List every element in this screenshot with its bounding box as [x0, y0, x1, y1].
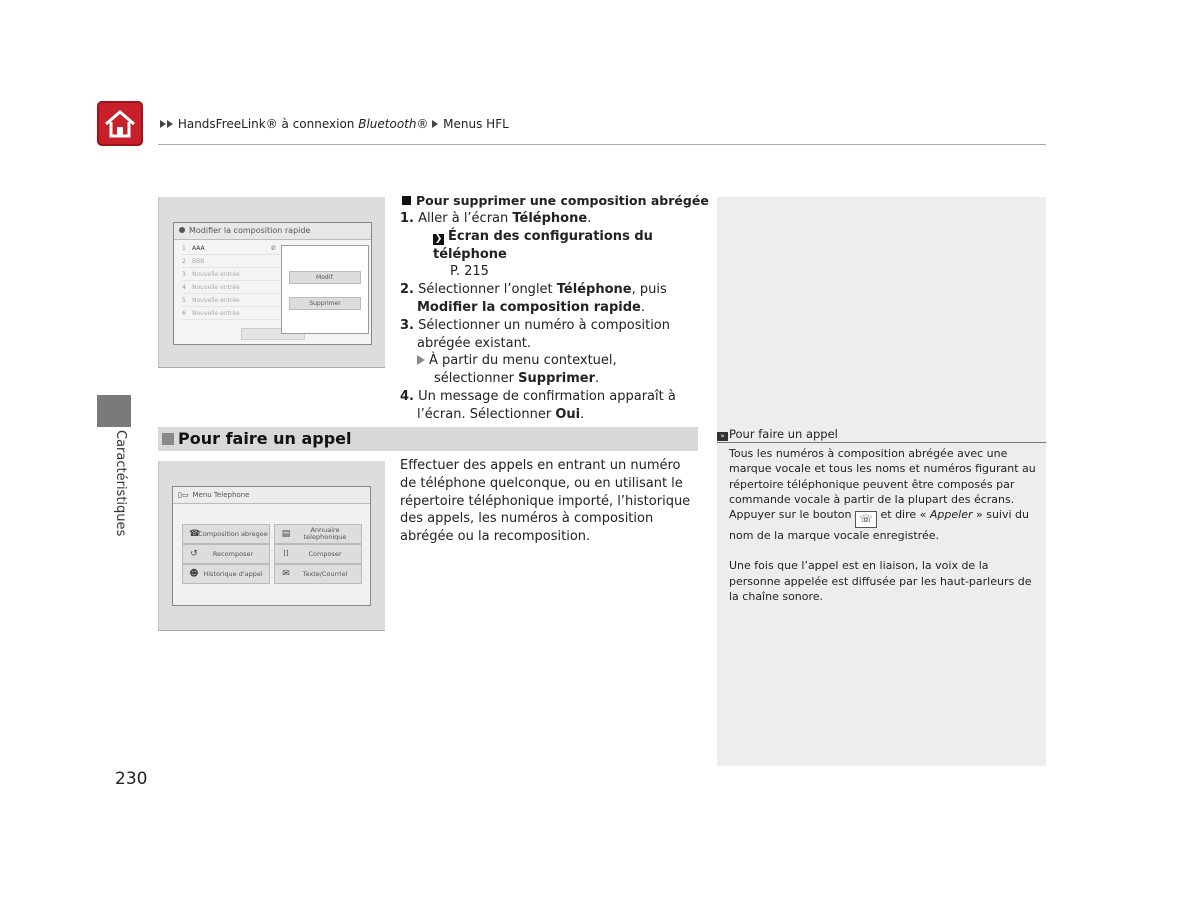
step-text: Aller à l’écran: [418, 211, 513, 226]
text-email-button[interactable]: [274, 564, 362, 584]
sub-step: [400, 352, 700, 388]
phonebook-button[interactable]: [274, 524, 362, 544]
phone-menu-title-text: Menu Telephone: [192, 491, 250, 499]
step-text: Sélectionner l’onglet: [418, 282, 557, 298]
step-1: [400, 210, 700, 228]
heading-square-icon: [402, 196, 411, 205]
dial-button[interactable]: [274, 544, 362, 564]
row-number: 2: [182, 258, 186, 265]
speed-dial-title-text: Modifier la composition rapide: [189, 226, 311, 235]
list-item: [182, 295, 282, 307]
row-label: Nouvelle entrée: [192, 284, 240, 291]
note-marker-icon: »: [717, 432, 728, 441]
row-label: Nouvelle entrée: [192, 297, 240, 304]
sub-step-post: .: [595, 371, 600, 387]
row-label: Nouvelle entrée: [192, 310, 240, 317]
step-text: Un message de confirmation apparaît à l’écran. Sélectionner: [417, 388, 676, 422]
call-history-icon: ☻: [189, 569, 199, 579]
step-number: 2.: [400, 282, 414, 298]
button-label: Historique d'appel: [203, 569, 263, 578]
step-number: 4.: [400, 388, 414, 404]
button-label: Annuaire telephonique: [303, 526, 347, 541]
reference-arrow-icon: ❯: [434, 233, 443, 244]
row-number: 4: [182, 284, 186, 291]
back-icon: [179, 227, 185, 233]
header-divider: [158, 144, 1046, 145]
modify-button[interactable]: Modif.: [289, 271, 361, 284]
breadcrumb-part1[interactable]: HandsFreeLink® à connexion: [177, 117, 359, 131]
step-3: [400, 317, 700, 353]
chapter-label: [106, 430, 128, 535]
breadcrumb-arrow-icon: [160, 120, 166, 128]
row-number: 6: [182, 310, 186, 317]
step-bold: Téléphone: [512, 211, 588, 226]
delete-button[interactable]: Supprimer: [289, 297, 361, 310]
call-history-button[interactable]: [182, 564, 270, 584]
cross-reference[interactable]: [400, 228, 700, 264]
breadcrumb-part2[interactable]: Menus HFL: [443, 117, 509, 131]
sidebar-text-part: et dire «: [877, 508, 930, 522]
step-text: Sélectionner un numéro à composition abrégée existant.: [417, 317, 670, 351]
section-header: [158, 427, 698, 451]
reference-link[interactable]: Écran des configurations du téléphone: [433, 228, 653, 262]
home-button[interactable]: [97, 101, 143, 146]
button-label: Composition abregee: [198, 529, 268, 538]
sidebar-paragraph: Tous les numéros à composition abrégée avec une marque vocale et tous les noms et numéros figurant au répertoire téléphonique peuvent être composés par commande vocale à partir de la plupart des écrans.: [729, 447, 1036, 506]
row-label: AAA: [192, 245, 205, 252]
delete-heading-text: Pour supprimer une composition abrégée: [416, 193, 709, 208]
chapter-tab[interactable]: [97, 395, 131, 427]
breadcrumb-arrow-icon: [432, 120, 438, 128]
home-icon: [102, 106, 138, 142]
call-description: Effectuer des appels en entrant un numéro de téléphone quelconque, ou en utilisant le répertoire téléphonique importé, l’historique des appels, les numéros à composition abrégée ou la recomposition.: [400, 458, 691, 545]
step-number: 3.: [400, 317, 414, 333]
page-number: 230: [115, 769, 148, 789]
button-label: Composer: [308, 549, 342, 558]
step-bold: Modifier la composition rapide: [417, 299, 641, 315]
sub-step-bold: Supprimer: [518, 371, 596, 387]
context-menu: [281, 245, 369, 334]
phone-icon: ▯▭: [178, 491, 189, 499]
step-bold: Oui: [555, 406, 581, 422]
sidebar-text: [729, 446, 1037, 604]
sidebar-text-part: Appuyer sur le bouton: [729, 508, 852, 522]
row-label: BBB: [192, 258, 205, 265]
step-number: 1.: [400, 211, 414, 226]
row-label: Nouvelle entrée: [192, 271, 240, 278]
breadcrumb: [160, 117, 509, 131]
breadcrumb-part1-italic[interactable]: Bluetooth: [358, 117, 417, 131]
row-number: 1: [182, 245, 186, 252]
sub-step-text: À partir du menu contextuel, sélectionner: [429, 353, 617, 387]
redial-button[interactable]: [182, 544, 270, 564]
button-label: Texte/Courriel: [302, 569, 348, 578]
speed-dial-icon: ☎: [189, 529, 201, 539]
row-number: 5: [182, 297, 186, 304]
keypad-icon: ⁞⁞: [283, 549, 289, 559]
step-4: [400, 388, 700, 424]
redial-icon: ↺: [190, 549, 198, 559]
step-post: .: [587, 211, 592, 226]
list-item: [182, 282, 282, 294]
delete-heading: [402, 193, 709, 208]
speed-dial-screen-title: [174, 223, 371, 240]
row-number: 3: [182, 271, 186, 278]
sidebar-heading-text: Pour faire un appel: [729, 427, 838, 441]
list-item: [182, 243, 282, 255]
phonebook-icon: ▤: [281, 529, 291, 539]
phone-menu-title: [173, 487, 370, 504]
sidebar-divider: [717, 442, 1046, 443]
phone-menu-screen: [172, 486, 371, 606]
speed-dial-button[interactable]: [182, 524, 270, 544]
sidebar-text-part: » suivi du nom de la marque vocale enregistrée.: [729, 508, 1029, 543]
section-title: Pour faire un appel: [178, 429, 352, 448]
list-item: [182, 308, 282, 320]
speed-dial-screen: [173, 222, 372, 345]
talk-button-icon: ☏: [855, 511, 877, 528]
sidebar-heading: [717, 427, 1046, 441]
step-text: , puis: [631, 282, 667, 298]
chapter-label-text: Caractéristiques: [113, 430, 128, 537]
reference-page[interactable]: P. 215: [450, 264, 489, 280]
list-item: [182, 256, 282, 268]
sidebar-paragraph: [729, 507, 1037, 543]
step-post: .: [580, 406, 585, 422]
voice-tag-icon: ✆: [270, 245, 276, 252]
breadcrumb-part1-suffix: ®: [416, 117, 429, 131]
sidebar-paragraph: Une fois que l’appel est en liaison, la voix de la personne appelée est diffusée par les haut-parleurs de la chaîne sonore.: [729, 559, 1032, 604]
step-2: [400, 281, 700, 317]
button-label: Recomposer: [212, 549, 254, 558]
section-square-icon: [162, 433, 174, 445]
sidebar-text-italic: Appeler: [929, 508, 973, 522]
step-post: .: [640, 299, 645, 315]
sub-step-arrow-icon: [417, 355, 425, 365]
step-bold: Téléphone: [556, 282, 632, 298]
breadcrumb-arrow-icon: [167, 120, 173, 128]
envelope-icon: ✉: [282, 569, 290, 579]
list-item: [182, 269, 282, 281]
delete-steps: [400, 210, 700, 424]
